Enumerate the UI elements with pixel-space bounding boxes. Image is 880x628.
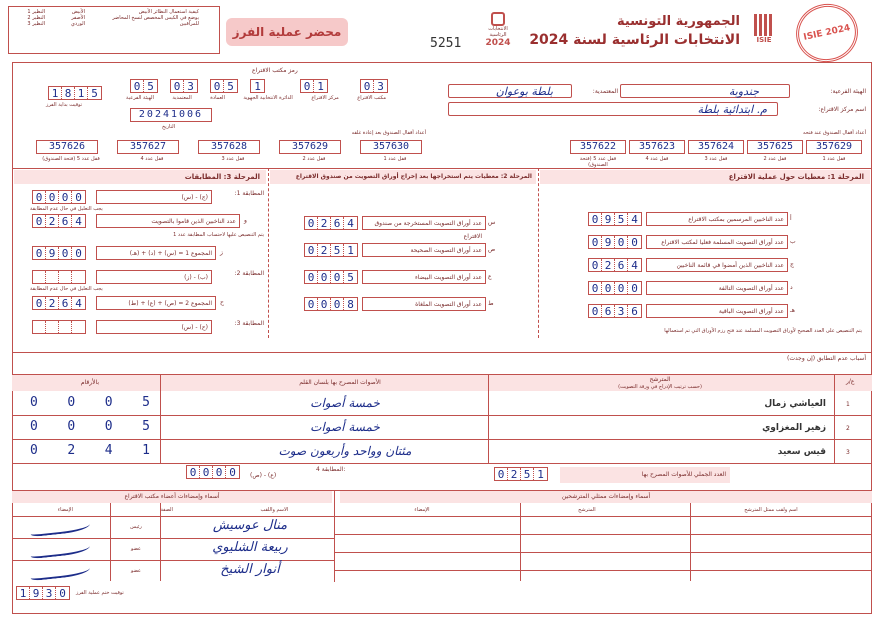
digit: 0 bbox=[33, 297, 46, 309]
code-digits-2 bbox=[170, 79, 198, 93]
official-stamp bbox=[791, 0, 864, 68]
digit: 0 bbox=[59, 247, 72, 259]
stage-2-label: عدد أوراق التصويت البيضاء bbox=[362, 270, 486, 284]
start-time bbox=[48, 86, 102, 100]
digit bbox=[46, 321, 59, 333]
copies-table bbox=[8, 6, 220, 54]
reps-col: اسم ولقب ممثل المترشح bbox=[744, 507, 798, 513]
digit-box bbox=[588, 235, 642, 249]
form-title: محضر عملية الفرز bbox=[226, 18, 348, 46]
digit: 9 bbox=[46, 247, 59, 259]
digit: 0 bbox=[229, 466, 236, 479]
digit-box bbox=[588, 258, 642, 272]
sum1-key: ز bbox=[220, 249, 223, 256]
digit: 0 bbox=[213, 466, 226, 478]
digit: 0 bbox=[331, 271, 344, 283]
stage-3-note: يتم التنصيص عليها لاحتساب المطابقة عدد 1 bbox=[173, 232, 264, 238]
digit: 0 bbox=[67, 419, 76, 434]
row-line bbox=[334, 552, 872, 553]
seal-value: 357629 bbox=[806, 140, 862, 154]
match2-formula: (ب) - (ز) bbox=[96, 270, 212, 284]
total-label: العدد الجملي للأصوات المصرح بها bbox=[560, 467, 730, 483]
digit: 0 bbox=[30, 419, 38, 434]
date-caption: التاريخ bbox=[162, 124, 175, 130]
result-num: 1 bbox=[846, 401, 850, 408]
end-time bbox=[16, 586, 70, 600]
digit-box bbox=[304, 270, 358, 284]
code-digits-4 bbox=[250, 79, 265, 93]
code-caption-item: مكتب الاقتراع bbox=[357, 95, 386, 101]
stage-1-label: عدد أوراق التصويت الباقية bbox=[646, 304, 788, 318]
digit: 5 bbox=[347, 271, 354, 284]
code-digit: 3 bbox=[377, 80, 384, 93]
stage-2-label: عدد أوراق التصويت الملغاة bbox=[362, 297, 486, 311]
code-digit: 5 bbox=[147, 80, 154, 93]
voters-key: و bbox=[244, 217, 247, 224]
digit: 2 bbox=[508, 468, 521, 480]
end-time-caption: توقيت ختم عملية الفرز bbox=[76, 590, 124, 596]
start-time-caption: توقيت بداية الفرز bbox=[46, 102, 83, 108]
digit: 0 bbox=[318, 271, 331, 283]
match4-label: المطابقة 4: bbox=[316, 466, 346, 473]
code-caption-item: المعتمدية bbox=[172, 95, 192, 101]
reps-col: الإمضاء bbox=[414, 507, 430, 513]
divider bbox=[12, 352, 872, 353]
seal-label: قفل عدد 4 bbox=[140, 156, 164, 162]
seal-value: 357624 bbox=[688, 140, 744, 154]
seal-value: 357623 bbox=[629, 140, 685, 154]
stage-2-key: ص bbox=[488, 246, 496, 253]
digit: 1 bbox=[142, 443, 150, 458]
digit-box bbox=[304, 297, 358, 311]
code-caption-item: العمادة bbox=[210, 95, 225, 101]
seal-label: قفل عدد 2 bbox=[302, 156, 326, 162]
delegation-field bbox=[448, 84, 572, 98]
code-caption-item: مركز الاقتراع bbox=[311, 95, 339, 101]
seal-label: قفل عدد 3 bbox=[704, 156, 728, 162]
digit: 6 bbox=[602, 305, 615, 317]
match2-value bbox=[32, 270, 86, 284]
stage-1-key: ج bbox=[790, 261, 794, 268]
seal-label: قفل عدد 1 bbox=[383, 156, 407, 162]
digit: 3 bbox=[615, 305, 628, 317]
seal-label: قفل عدد 4 bbox=[645, 156, 669, 162]
match4-value bbox=[186, 465, 240, 479]
candidate-name: العياشي زمال bbox=[764, 399, 826, 409]
stage-2-label: عدد أوراق التصويت الصحيحة bbox=[362, 243, 486, 257]
candidate-name: قيس سعيد bbox=[777, 447, 826, 457]
stamp-text: ISIE 2024 bbox=[802, 23, 852, 43]
stage-2-key: ط bbox=[488, 300, 494, 307]
digit: 0 bbox=[305, 271, 318, 283]
col-line bbox=[690, 503, 691, 581]
digit: 0 bbox=[104, 395, 113, 410]
code-digits-6 bbox=[360, 79, 388, 93]
justify-label: يجب التعليل في حال عدم المطابقة bbox=[30, 206, 103, 212]
copy-line: النظير 2 bbox=[27, 15, 45, 21]
seal-value: 357627 bbox=[117, 140, 179, 154]
match1-value bbox=[32, 190, 86, 204]
candidate-name: زهير المغزاوي bbox=[762, 423, 826, 433]
votes-in-words: خمسة أصوات bbox=[310, 420, 380, 434]
results-header bbox=[12, 375, 872, 391]
row-line bbox=[12, 538, 334, 539]
digit: 9 bbox=[602, 213, 615, 225]
digit: 4 bbox=[347, 217, 354, 230]
copy-color: الأبيض bbox=[71, 9, 85, 15]
delegation-label: المعتمدية: bbox=[592, 88, 618, 95]
time-digit: 1 bbox=[75, 87, 88, 99]
stage-2-label: عدد أوراق التصويت المستخرجة من صندوق الاقتراع bbox=[362, 216, 486, 230]
justify-label-2: يجب التعليل في حال عدم المطابقة bbox=[30, 286, 103, 292]
time-digit: 8 bbox=[62, 87, 75, 99]
digit: 4 bbox=[75, 215, 82, 228]
code-digit: 0 bbox=[301, 80, 314, 92]
votes-in-digits bbox=[30, 419, 150, 434]
digit: 8 bbox=[347, 298, 354, 311]
col-line bbox=[334, 490, 335, 582]
stage-1-key: أ bbox=[790, 215, 792, 222]
digit: 0 bbox=[33, 215, 46, 227]
col-line bbox=[488, 375, 489, 463]
form-number: 5251 bbox=[430, 36, 462, 51]
digit bbox=[59, 321, 72, 333]
causes-title: أسباب عدم التطابق (إن وجدت) bbox=[787, 355, 866, 362]
match3-label: المطابقة 3: bbox=[234, 320, 264, 327]
row-line bbox=[12, 415, 872, 416]
voters-value bbox=[32, 214, 86, 228]
regional-value: جندوبة bbox=[728, 85, 759, 98]
results-header-digits: بالأرقام bbox=[80, 379, 100, 386]
digit: 1 bbox=[537, 468, 544, 481]
digit: 0 bbox=[187, 466, 200, 478]
member-name: منال عوسيش bbox=[212, 518, 288, 533]
digit-box bbox=[304, 243, 358, 257]
sum2-key: ح bbox=[220, 299, 224, 306]
result-num: 3 bbox=[846, 449, 850, 456]
digit: 4 bbox=[631, 259, 638, 272]
digit: 1 bbox=[347, 244, 354, 257]
digit: 4 bbox=[631, 213, 638, 226]
code-caption-item: الدائرة الانتخابية الجهوية bbox=[243, 95, 293, 101]
digit: 0 bbox=[33, 247, 46, 259]
seal-label: قفل عدد 5 (فتحة الصندوق) bbox=[42, 156, 100, 162]
digit: 0 bbox=[318, 298, 331, 310]
digit: 6 bbox=[59, 297, 72, 309]
digit: 6 bbox=[59, 215, 72, 227]
digit: 2 bbox=[46, 297, 59, 309]
sum1-label: المجموع 1 = (س) + (د) + (هـ) bbox=[96, 246, 216, 260]
digit-box bbox=[588, 212, 642, 226]
col-line bbox=[160, 503, 161, 581]
digit bbox=[72, 321, 85, 333]
time-digit: 0 bbox=[59, 587, 66, 600]
col-line bbox=[160, 375, 161, 463]
digit: 0 bbox=[589, 305, 602, 317]
votes-in-words: خمسة أصوات bbox=[310, 396, 380, 410]
copy-color: الأصفر bbox=[71, 15, 85, 21]
digit: 2 bbox=[602, 259, 615, 271]
digit: 5 bbox=[521, 468, 534, 480]
digit: 0 bbox=[305, 244, 318, 256]
match2-label: المطابقة 2: bbox=[234, 270, 264, 277]
logo-text: الانتخابات bbox=[488, 26, 508, 32]
sum1-value bbox=[32, 246, 86, 260]
stage-1-label: عدد الناخبين الذين أمضوا في قائمة الناخبين bbox=[646, 258, 788, 272]
digit: 0 bbox=[615, 236, 628, 248]
copy-desc: كيفية استعمال النظائر الأبيض bbox=[138, 9, 199, 15]
digit: 0 bbox=[495, 468, 508, 480]
digit: 5 bbox=[142, 395, 150, 410]
digit: 0 bbox=[33, 191, 46, 203]
stage-2-key: س bbox=[488, 219, 496, 226]
digit bbox=[59, 271, 72, 283]
digit bbox=[33, 271, 46, 283]
code-digits-3 bbox=[210, 79, 238, 93]
copy-line: النظير 1 bbox=[27, 9, 45, 15]
code-digit: 1 bbox=[317, 80, 324, 93]
code-digits-5 bbox=[300, 79, 328, 93]
seal-value: 357625 bbox=[747, 140, 803, 154]
code-captions bbox=[126, 95, 386, 101]
seals-close-caption: أعداد أقفال الصندوق بعد إعادة غلقه bbox=[351, 130, 426, 136]
code-digit: 0 bbox=[171, 80, 184, 92]
seal-label: قفل عدد 2 bbox=[763, 156, 787, 162]
match4-formula: (ص) - (ع) bbox=[250, 472, 277, 479]
election-title: الانتخابات الرئاسية لسنة 2024 bbox=[529, 32, 740, 48]
digit: 0 bbox=[602, 282, 615, 294]
digit-box bbox=[588, 304, 642, 318]
divider bbox=[538, 168, 539, 338]
digit: 0 bbox=[305, 217, 318, 229]
digit: 0 bbox=[631, 282, 638, 295]
digit: 4 bbox=[75, 297, 82, 310]
delegation-value: بلطة بوعوان bbox=[495, 85, 553, 98]
divider bbox=[12, 168, 872, 169]
digit: 2 bbox=[46, 215, 59, 227]
digit: 0 bbox=[30, 443, 38, 458]
stage-1-key: ب bbox=[790, 238, 796, 245]
match3-value bbox=[32, 320, 86, 334]
member-role: عضو bbox=[131, 546, 141, 552]
row-line bbox=[12, 560, 334, 561]
sum2-label: المجموع 2 = (ص) + (ع) + (ط) bbox=[96, 296, 216, 310]
digit: 0 bbox=[589, 282, 602, 294]
stage-2-key: ع bbox=[488, 273, 492, 280]
members-col: الاسم واللقب bbox=[260, 507, 289, 513]
seal-value: 357630 bbox=[360, 140, 422, 154]
digit: 0 bbox=[75, 247, 82, 260]
member-role: عضو bbox=[131, 568, 141, 574]
date-field: 20241006 bbox=[130, 108, 212, 122]
stage-1-label: عدد أوراق التصويت التالفة bbox=[646, 281, 788, 295]
seals-open-caption: أعداد أقفال الصندوق عند فتحه bbox=[802, 130, 866, 136]
digit: 5 bbox=[615, 213, 628, 225]
results-header-words: الأصوات المصرح بها بلسان القلم bbox=[299, 379, 381, 386]
time-digit: 5 bbox=[91, 87, 98, 100]
republic-title: الجمهورية التونسية bbox=[616, 14, 740, 29]
stage-1-key: د bbox=[790, 284, 793, 291]
digit: 6 bbox=[331, 217, 344, 229]
center-label: اسم مركز الاقتراع: bbox=[818, 106, 866, 113]
members-col: الصفة bbox=[160, 507, 173, 513]
results-header-num: ع/ر bbox=[846, 378, 855, 385]
code-digit: 0 bbox=[211, 80, 224, 92]
logo-year: 2024 bbox=[485, 38, 511, 48]
digit: 0 bbox=[589, 213, 602, 225]
row-line bbox=[334, 570, 872, 571]
digit: 9 bbox=[602, 236, 615, 248]
digit: 0 bbox=[75, 191, 82, 204]
code-digit: 0 bbox=[361, 80, 374, 92]
member-role: رئيس bbox=[130, 524, 142, 530]
regional-field bbox=[620, 84, 790, 98]
col-line bbox=[834, 375, 835, 463]
seal-label: قفل عدد 1 bbox=[822, 156, 846, 162]
votes-in-digits bbox=[30, 395, 150, 410]
seal-value: 357622 bbox=[570, 140, 626, 154]
isie-text: ISIE bbox=[756, 36, 772, 44]
digit: 2 bbox=[67, 443, 76, 458]
reps-cols bbox=[340, 507, 872, 513]
row-line bbox=[12, 439, 872, 440]
digit: 0 bbox=[589, 236, 602, 248]
voters-label: عدد الناخبين الذين قاموا بالتصويت bbox=[96, 214, 240, 228]
member-name: ربيعة الشليوي bbox=[212, 540, 288, 555]
logo-text: الرئاسية bbox=[489, 32, 507, 38]
digit: 0 bbox=[331, 298, 344, 310]
col-line bbox=[110, 503, 111, 581]
digit: 0 bbox=[305, 298, 318, 310]
time-digit: 1 bbox=[49, 87, 62, 99]
digit: 6 bbox=[631, 305, 638, 318]
code-digit: 5 bbox=[227, 80, 234, 93]
code-digits-1 bbox=[130, 79, 158, 93]
row-line bbox=[334, 534, 872, 535]
digit: 0 bbox=[104, 419, 113, 434]
digit: 2 bbox=[318, 244, 331, 256]
stage-3-title: المرحلة 3: المطابقات bbox=[14, 170, 266, 184]
divider bbox=[268, 168, 269, 338]
copy-desc: للمراقبين bbox=[179, 21, 199, 27]
digit: 0 bbox=[30, 395, 38, 410]
center-field bbox=[448, 102, 778, 116]
regional-label: الهيئة الفرعية: bbox=[830, 88, 866, 95]
code-caption-item: الهيئة الفرعية bbox=[126, 95, 154, 101]
center-value: م. ابتدائية بلطة bbox=[697, 103, 767, 116]
member-name: أنوار الشيخ bbox=[220, 562, 280, 577]
seal-value: 357628 bbox=[198, 140, 260, 154]
digit: 0 bbox=[46, 191, 59, 203]
votes-in-digits bbox=[30, 443, 150, 458]
total-value bbox=[494, 467, 548, 481]
votes-in-words: مئتان وواحد وأربعون صوت bbox=[278, 444, 412, 458]
members-title: أسماء وإمضاءات أعضاء مكتب الاقتراع bbox=[12, 491, 332, 503]
row-line bbox=[334, 516, 872, 517]
digit: 2 bbox=[318, 217, 331, 229]
seal-label: قفل عدد 3 bbox=[221, 156, 245, 162]
col-line bbox=[520, 503, 521, 581]
digit-box bbox=[304, 216, 358, 230]
stage-1-note: يتم التنصيص على العدد الصحيح لأوراق التصويت المسلمة عند فتح رزم الأوراق التي تم استعمالها bbox=[664, 328, 862, 334]
sum2-value bbox=[32, 296, 86, 310]
digit: 4 bbox=[104, 443, 113, 458]
election-logo bbox=[478, 12, 518, 58]
code-caption: رمز مكتب الاقتراع bbox=[252, 67, 298, 74]
results-header-candidate-sub: (حسب ترتيب الإدراج في ورقة التصويت) bbox=[618, 384, 702, 390]
stage-1-key: هـ bbox=[790, 307, 795, 314]
digit bbox=[46, 271, 59, 283]
time-digit: 1 bbox=[17, 587, 30, 599]
reps-col: المترشح bbox=[578, 507, 596, 513]
digit: 5 bbox=[142, 419, 150, 434]
code-digit: 1 bbox=[254, 80, 261, 93]
code-digit: 3 bbox=[187, 80, 194, 93]
digit-box bbox=[588, 281, 642, 295]
copy-line: النظير 3 bbox=[27, 21, 45, 27]
code-digit: 0 bbox=[131, 80, 144, 92]
digit: 0 bbox=[67, 395, 76, 410]
members-col: الإمضاء bbox=[57, 507, 73, 513]
stage-1-title: المرحلة 1: معطيات حول عملية الاقتراع bbox=[540, 170, 870, 184]
digit: 5 bbox=[331, 244, 344, 256]
match3-formula: (ح) - (س) bbox=[96, 320, 212, 334]
digit: 0 bbox=[615, 282, 628, 294]
stage-1-label: عدد أوراق التصويت المسلمة فعليا لمكتب الاقتراع bbox=[646, 235, 788, 249]
match1-formula: (ج) - (س) bbox=[96, 190, 212, 204]
digit bbox=[33, 321, 46, 333]
digit: 6 bbox=[615, 259, 628, 271]
results-header-candidate: المترشح bbox=[649, 376, 671, 383]
digit bbox=[72, 271, 85, 283]
digit: 0 bbox=[200, 466, 213, 478]
seal-label: قفل عدد 5 (فتحة الصندوق) bbox=[579, 156, 617, 168]
stage-2-title: المرحلة 2: معطيات يتم استخراجها بعد إخراج أوراق التصويت من صندوق الاقتراع bbox=[270, 170, 536, 184]
match1-label: المطابقة 1: bbox=[234, 190, 264, 197]
digit: 0 bbox=[589, 259, 602, 271]
time-digit: 9 bbox=[30, 587, 43, 599]
digit: 0 bbox=[631, 236, 638, 249]
copy-desc: يوضع في الكيس المخصص لنسخ المحاضر bbox=[112, 15, 199, 21]
stage-1-label: عدد الناخبين المرسمين بمكتب الاقتراع bbox=[646, 212, 788, 226]
divider bbox=[12, 463, 872, 464]
result-num: 2 bbox=[846, 425, 850, 432]
time-digit: 3 bbox=[43, 587, 56, 599]
reps-title: أسماء وإمضاءات ممثلي المترشحين bbox=[340, 491, 872, 503]
isie-logo bbox=[750, 14, 778, 52]
seal-value: 357629 bbox=[279, 140, 341, 154]
seal-value: 357626 bbox=[36, 140, 98, 154]
row-line bbox=[12, 516, 334, 517]
members-cols bbox=[14, 507, 332, 513]
copy-color: الوردي bbox=[70, 21, 85, 27]
digit: 0 bbox=[59, 191, 72, 203]
